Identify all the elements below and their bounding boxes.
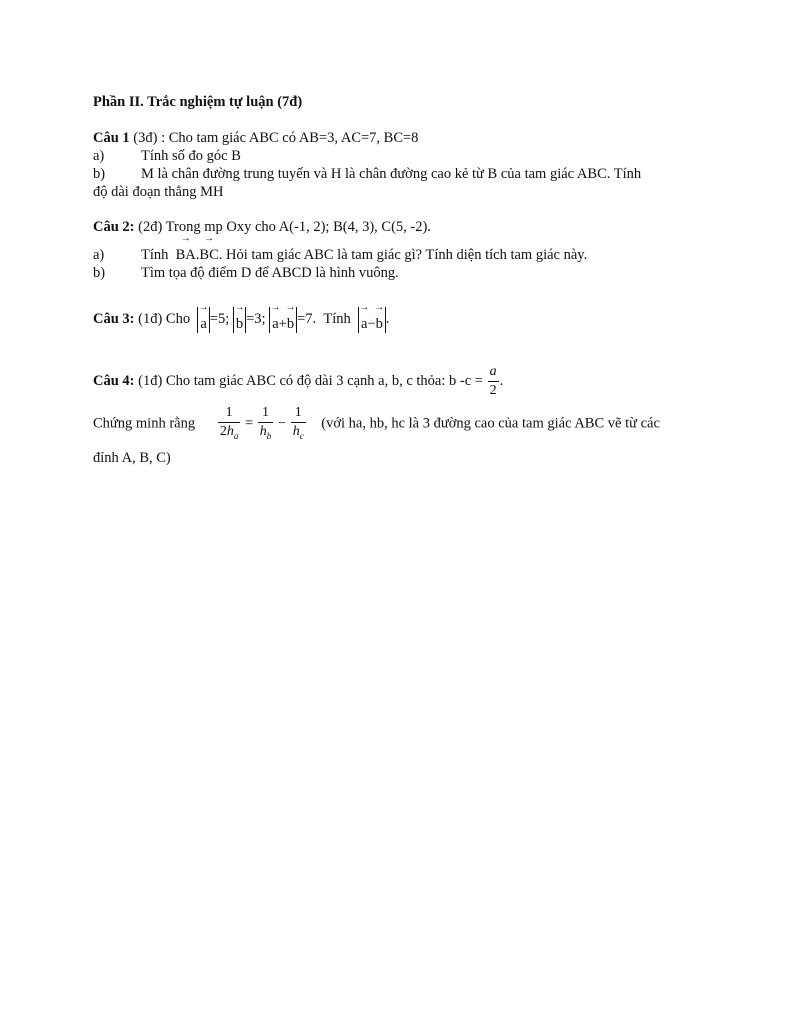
q2-a-pre: Tính <box>141 247 169 263</box>
q2-b-text: Tìm tọa độ điểm D để ABCD là hình vuông. <box>141 265 399 281</box>
q3-end: . <box>385 311 390 327</box>
q1-label: Câu 1 <box>93 130 130 146</box>
q2-label: Câu 2: <box>93 219 135 235</box>
q4-note-continued: đỉnh A, B, C) <box>93 450 171 466</box>
q1-a-text: Tính số đo góc B <box>141 148 241 164</box>
abs-vector-a-minus-b: → a−→ b <box>358 307 386 333</box>
q1-b-text: M là chân đường trung tuyến và H là chân đường cao kẻ từ B của tam giác ABC. Tính <box>141 166 642 182</box>
q4-dot: . <box>499 373 504 389</box>
fraction-1-over-hc: $\frac{1}{h_c}$ <box>292 405 304 441</box>
q4-intro: (1đ) Cho tam giác ABC có độ dài 3 cạnh a, b, c thỏa: b -c = <box>138 373 483 389</box>
q1-intro-line <box>93 129 418 147</box>
abs-vector-a: → a <box>197 307 209 333</box>
q2-dot: . <box>195 247 200 263</box>
vector-bc: → BC <box>199 246 218 264</box>
q4-intro-line <box>93 362 503 400</box>
q1-a-label: a) <box>93 148 105 164</box>
q3-line <box>93 306 390 333</box>
q3-label: Câu 3: <box>93 311 135 327</box>
q3-intro: (1đ) Cho <box>138 311 191 327</box>
q3-val3: =7. <box>297 311 317 327</box>
q4-equals: = <box>244 415 254 432</box>
q3-val1: =5; <box>209 311 230 327</box>
fraction-1-over-2ha: $\frac{1}{2h_a}$ <box>219 405 239 441</box>
section-heading: Phần II. Trắc nghiệm tự luận (7đ) <box>93 94 303 110</box>
q2-part-b <box>93 264 399 282</box>
q1-part-b <box>93 165 641 183</box>
fraction-1-over-hb: $\frac{1}{h_b}$ <box>259 405 272 441</box>
q2-part-a <box>93 246 587 264</box>
q1-intro: (3đ) : Cho tam giác ABC có AB=3, AC=7, BC=8 <box>133 130 419 146</box>
q4-prove-line <box>93 404 660 445</box>
fraction-a-over-2: $\frac{a}{2}$ <box>489 364 497 399</box>
q2-a-text: . Hỏi tam giác ABC là tam giác gì? Tính diện tích tam giác này. <box>218 247 588 263</box>
q3-tinh: Tính <box>323 311 351 327</box>
q1-part-b-continued: độ dài đoạn thẳng MH <box>93 184 224 200</box>
q2-b-label: b) <box>93 265 106 281</box>
q2-a-label: a) <box>93 247 105 263</box>
q1-b-label: b) <box>93 166 106 182</box>
abs-vector-b: → b <box>233 307 246 333</box>
q2-intro: (2đ) Trong mp Oxy cho A(-1, 2); B(4, 3), C(5, -2). <box>138 219 431 235</box>
abs-vector-a-plus-b: → a+→ b <box>269 307 297 333</box>
q4-note: (với ha, hb, hc là 3 đường cao của tam giác ABC vẽ từ các <box>321 415 660 432</box>
q3-val2: =3; <box>246 311 266 327</box>
q1-part-a <box>93 147 241 165</box>
q2-intro-line <box>93 218 431 236</box>
vector-ba: → BA <box>176 246 196 264</box>
q4-minus: − <box>277 415 287 432</box>
q4-prove: Chứng minh rằng <box>93 415 196 432</box>
q4-label: Câu 4: <box>93 373 135 389</box>
